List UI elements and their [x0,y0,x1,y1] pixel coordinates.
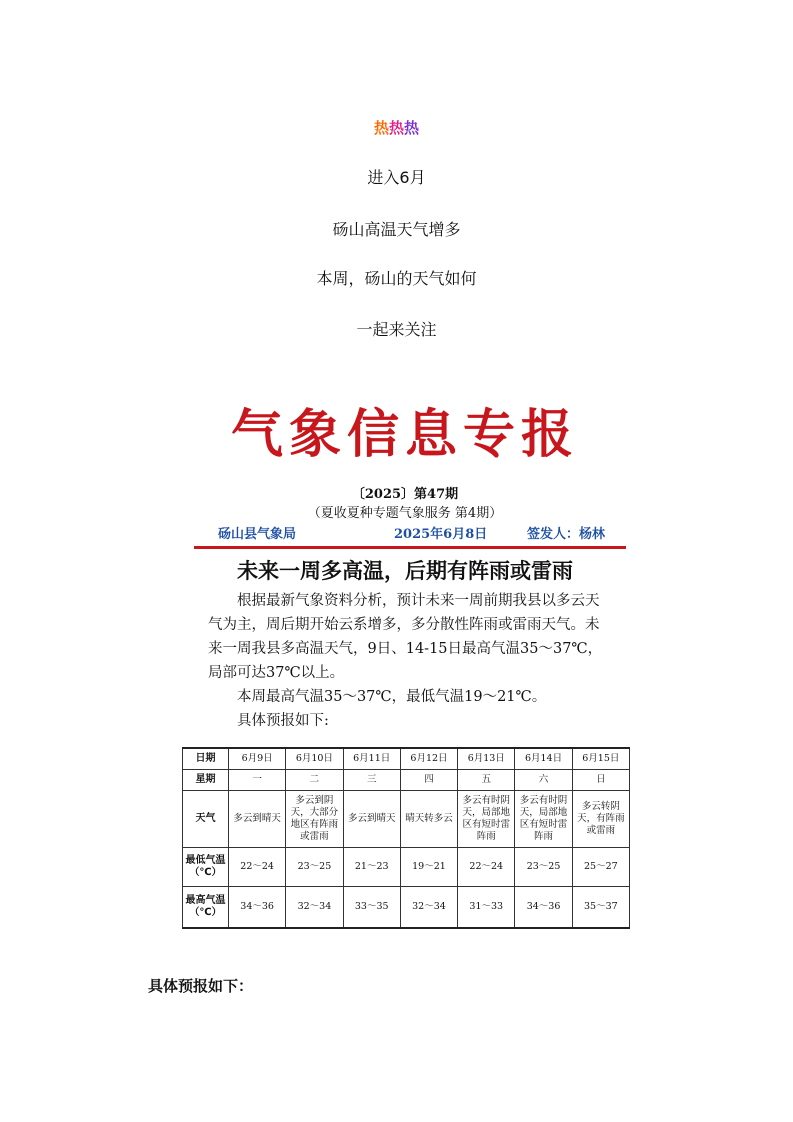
intro-line: 进入6月 [367,168,426,187]
cell-high: 31～33 [458,887,515,929]
bulletin-series: （夏收夏种专题气象服务 第4期） [307,506,503,521]
cell-date: 6月14日 [515,748,572,770]
cell-date: 6月15日 [572,748,629,770]
cell-weather: 多云有时阴天，局部地区有短时雷阵雨 [515,791,572,848]
row-label-date: 日期 [183,748,229,770]
cell-low: 22～24 [229,848,286,887]
cell-high: 35～37 [572,887,629,929]
cell-weather: 多云到晴天 [343,791,400,848]
bulletin-date: 2025年6月8日 [394,527,488,542]
bulletin-body [208,589,612,733]
bulletin-signer: 签发人：杨林 [527,527,606,542]
intro-line: 砀山高温天气增多 [332,220,461,239]
bulletin-headline: 未来一周多高温，后期有阵雨或雷雨 [237,558,573,583]
divider [194,546,626,549]
cell-date: 6月10日 [286,748,343,770]
footer-text: 具体预报如下： [148,977,254,995]
hot-emoji-heading [0,117,793,138]
cell-low: 21～23 [343,848,400,887]
bulletin-agency: 砀山县气象局 [218,527,297,542]
bulletin-paragraph: 根据最新气象资料分析，预计未来一周前期我县以多云天气为主，周后期开始云系增多，多分散性阵雨或雷雨天气。未来一周我县多高温天气，9日、14-15日最高气温35～37℃，局部可达37℃以上。 [208,593,603,681]
cell-weather: 多云转阴天，有阵雨或雷雨 [572,791,629,848]
cell-low: 23～25 [286,848,343,887]
table-row [183,770,630,791]
cell-weather: 多云到阴天，大部分地区有阵雨或雷雨 [286,791,343,848]
table-row [183,748,630,770]
row-label-low: 最低气温（℃） [183,848,229,887]
cell-low: 22～24 [458,848,515,887]
cell-week: 日 [572,770,629,791]
cell-high: 33～35 [343,887,400,929]
cell-low: 25～27 [572,848,629,887]
cell-high: 34～36 [515,887,572,929]
table-row [183,848,630,887]
cell-high: 32～34 [400,887,457,929]
cell-high: 32～34 [286,887,343,929]
cell-week: 一 [229,770,286,791]
cell-weather: 多云有时阴天，局部地区有短时雷阵雨 [458,791,515,848]
bulletin-paragraph: 本周最高气温35～37℃，最低气温19～21℃。 [237,689,547,705]
cell-low: 23～25 [515,848,572,887]
cell-weather: 晴天转多云 [400,791,457,848]
cell-week: 二 [286,770,343,791]
bulletin-meta [202,523,622,543]
cell-date: 6月13日 [458,748,515,770]
intro-line: 一起来关注 [356,320,437,339]
bulletin-issue: 〔2025〕第47期 [351,487,459,502]
bulletin-image [180,395,630,935]
cell-date: 6月9日 [229,748,286,770]
intro-line: 本周，砀山的天气如何 [316,269,477,288]
hot-char: 热 [388,119,404,137]
cell-date: 6月11日 [343,748,400,770]
cell-week: 五 [458,770,515,791]
row-label-week: 星期 [183,770,229,791]
cell-high: 34～36 [229,887,286,929]
cell-week: 四 [400,770,457,791]
row-label-high: 最高气温（℃） [183,887,229,929]
cell-week: 三 [343,770,400,791]
table-row [183,791,630,848]
hot-char: 热 [404,119,420,137]
bulletin-paragraph: 具体预报如下: [237,713,329,729]
cell-week: 六 [515,770,572,791]
table-row [183,887,630,929]
forecast-table [182,747,630,929]
cell-low: 19～21 [400,848,457,887]
bulletin-masthead: 气象信息专报 [230,404,579,465]
row-label-weather: 天气 [183,791,229,848]
hot-char: 热 [373,119,389,137]
cell-date: 6月12日 [400,748,457,770]
cell-weather: 多云到晴天 [229,791,286,848]
